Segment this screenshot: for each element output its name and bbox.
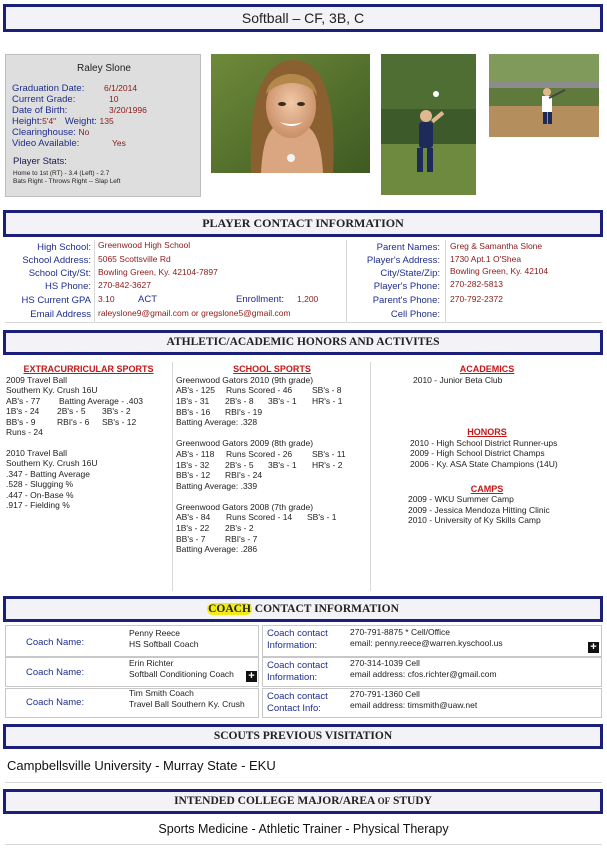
school-sports-column (176, 364, 368, 555)
extra-line: 2010 Travel Ball (6, 447, 67, 458)
coach-1-contact (350, 627, 503, 649)
stat: BB's - 16 (176, 406, 211, 417)
stats-line-2: Bats Right - Throws Right -- Slap Left (13, 178, 121, 185)
weight-label: Weight: (64, 116, 97, 127)
school-address-label: School Address: (22, 255, 91, 266)
season-row (176, 534, 368, 545)
extra-stat-row (6, 396, 171, 407)
extracurricular-heading: EXTRACURRICULAR SPORTS (23, 364, 154, 374)
divider (94, 240, 95, 322)
video-value: Yes (112, 138, 126, 148)
stat: 1B's - 24 (6, 406, 40, 416)
coach-1-email: email: penny.reece@warren.kyschool.us (350, 638, 503, 648)
honors-header (3, 330, 603, 355)
stat: 1B's - 31 (176, 396, 210, 407)
stat: 3B's - 2 (102, 406, 131, 416)
height-label: Height: (12, 116, 43, 127)
video-label: Video Available: (12, 138, 80, 149)
coach-header (3, 596, 603, 622)
stat: BB's - 9 (6, 416, 36, 427)
camps-heading: CAMPS (470, 483, 504, 494)
stat: RBI's - 7 (225, 533, 258, 544)
divider (370, 362, 371, 591)
stat: 1B's - 32 (176, 459, 210, 470)
extra-line: .447 - On-Base % (6, 489, 74, 500)
stat: Runs - 24 (6, 427, 43, 437)
stat: 2B's - 2 (225, 523, 254, 534)
cell-phone-label: Cell Phone: (390, 309, 440, 320)
coach-2-phone: 270-314-1039 Cell (350, 658, 420, 668)
height-value: 5'4" (42, 116, 57, 126)
season-row (176, 512, 368, 523)
school-city-value: Bowling Green, Ky. 42104-7897 (98, 267, 218, 277)
school-city-label: School City/St: (28, 268, 91, 279)
divider (5, 782, 602, 783)
coach-name-label: Coach Name: (26, 667, 85, 678)
major-title-b: STUDY (390, 795, 432, 807)
stat: 2B's - 5 (57, 406, 86, 416)
season-row (176, 385, 368, 396)
divider (5, 844, 602, 845)
coach-1-phone: 270-791-8875 * Cell/Office (350, 627, 451, 637)
stat: SB's - 11 (312, 448, 346, 459)
stat: BB's - 7 (176, 533, 206, 544)
coach-3-role: Travel Ball Southern Ky. Crush (129, 699, 245, 709)
coach-3-contact (350, 689, 477, 711)
grad-date-value: 6/1/2014 (104, 83, 138, 93)
fielding-photo (381, 54, 476, 195)
dob-value: 3/20/1996 (109, 105, 147, 115)
season-row (176, 470, 368, 481)
stat: 3B's - 1 (268, 396, 297, 407)
stat: RBI's - 6 (57, 416, 90, 427)
stat: Runs Scored - 46 (226, 385, 293, 396)
stat: SB's - 1 (307, 512, 337, 523)
extra-line: Southern Ky. Crush 16U (6, 458, 98, 468)
stats-label: Player Stats: (13, 156, 67, 167)
coach-2-name: Erin Richter (129, 658, 174, 668)
coach-contact-label (267, 691, 328, 714)
coach-contact-label (267, 628, 328, 651)
stats-detail (13, 170, 121, 186)
coach-1-info (129, 628, 198, 649)
coach-3-info (129, 688, 245, 710)
camps-item: 2010 - University of Ky Skills Camp (408, 515, 541, 526)
page-header (3, 4, 603, 32)
coach-contact-label-line: Information: (267, 671, 318, 683)
stat: AB's - 84 (176, 512, 211, 523)
coach-contact-label-line: Coach contact (267, 660, 328, 671)
stat: AB's - 77 (6, 395, 41, 406)
stat: 2B's - 8 (225, 396, 254, 407)
hs-phone-label: HS Phone: (45, 281, 91, 292)
extra-line: .917 - Fielding % (6, 500, 70, 510)
school-address-value: 5065 Scottsville Rd (98, 254, 171, 264)
high-school-label: High School: (37, 242, 91, 253)
season-title: Greenwood Gators 2009 (8th grade) (176, 438, 314, 449)
major-header (3, 789, 603, 814)
honors-item: 2010 - High School District Runner-ups (410, 437, 558, 448)
city-state-zip-value: Bowling Green, Ky. 42104 (450, 266, 549, 276)
profile-fields (12, 83, 147, 149)
contact-title: PLAYER CONTACT INFORMATION (202, 216, 404, 230)
honors-heading: HONORS (467, 427, 507, 438)
academics-column (372, 364, 602, 526)
stat: RBI's - 24 (225, 470, 263, 481)
coach-3-phone: 270-791-1360 Cell (350, 689, 420, 699)
camps-item: 2009 - Jessica Mendoza Hitting Clinic (408, 504, 550, 515)
stat: AB's - 118 (176, 448, 215, 459)
coach-contact-label-line: Information: (267, 639, 318, 651)
extra-line: Southern Ky. Crush 16U (6, 385, 98, 395)
email-value: raleyslone9@gmail.com or gregslone5@gmail.com (98, 308, 291, 318)
stat: Batting Average: .286 (176, 544, 258, 555)
parent-phone-value: 270-792-2372 (450, 294, 503, 304)
high-school-value: Greenwood High School (98, 240, 191, 250)
stat: BB's - 12 (176, 470, 211, 481)
honors-item: 2006 - Ky. ASA State Champions (14U) (410, 458, 558, 469)
coach-3-email: email address: timsmith@uaw.net (350, 700, 478, 710)
season-title: Greenwood Gators 2010 (9th grade) (176, 374, 314, 385)
season-title: Greenwood Gators 2008 (7th grade) (176, 501, 314, 512)
coach-2-role: Softball Conditioning Coach (129, 669, 234, 679)
stat: HR's - 2 (312, 459, 343, 470)
dob-label: Date of Birth: (12, 105, 68, 116)
scouts-header (3, 724, 603, 749)
gpa-label: HS Current GPA (21, 295, 91, 306)
stat: Batting Average: .339 (176, 480, 258, 491)
scouts-title: SCOUTS PREVIOUS VISITATION (213, 730, 393, 742)
honors-title: ATHLETIC/ACADEMIC HONORS AND ACTIVITES (166, 336, 440, 348)
season-row (176, 396, 368, 407)
email-label: Email Address (30, 309, 91, 320)
coach-contact-label-line: Contact Info: (267, 702, 321, 714)
camps-item: 2009 - WKU Summer Camp (408, 494, 514, 505)
coach-1-role: HS Softball Coach (129, 638, 199, 649)
stat: Runs Scored - 14 (226, 512, 293, 523)
coach-3-name: Tim Smith Coach (129, 688, 194, 698)
stat: AB's - 125 (176, 385, 215, 396)
stat: Batting Average: .328 (176, 417, 258, 428)
stat: 1B's - 22 (176, 523, 210, 534)
stat: 2B's - 5 (225, 459, 254, 470)
coach-2-email: email address: cfos.richter@gmail.com (350, 669, 497, 679)
school-sports-heading: SCHOOL SPORTS (233, 364, 311, 374)
extra-stat-row (6, 406, 171, 417)
grade-value: 10 (109, 94, 119, 104)
player-phone-value: 270-282-5813 (450, 279, 503, 289)
coach-name-label: Coach Name: (26, 697, 85, 708)
clearinghouse-value: No (78, 127, 90, 137)
divider (445, 240, 446, 322)
contact-header (3, 210, 603, 237)
player-name: Raley Slone (77, 63, 131, 74)
stat: SB's - 12 (102, 416, 137, 427)
batting-photo (489, 54, 599, 137)
season-row (176, 460, 368, 471)
page-title: Softball – CF, 3B, C (241, 10, 365, 26)
extracurricular-column (6, 364, 171, 511)
stat: SB's - 8 (312, 385, 342, 396)
coach-title-highlight: COACH (208, 603, 251, 615)
clearinghouse-label: Clearinghouse: (12, 127, 76, 138)
coach-contact-label-line: Coach contact (267, 691, 328, 702)
parent-names-label: Parent Names: (376, 242, 440, 253)
divider (172, 362, 173, 591)
weight-value: 135 (99, 116, 114, 126)
scouts-value: Campbellsville University - Murray State - EKU (7, 758, 276, 773)
parent-names-value: Greg & Samantha Slone (450, 241, 543, 251)
extra-line: 2009 Travel Ball (6, 374, 67, 385)
stat: Runs Scored - 26 (226, 448, 293, 459)
player-phone-label: Player's Phone: (373, 281, 440, 292)
stat: RBI's - 19 (225, 406, 263, 417)
major-title-a: INTENDED COLLEGE MAJOR/AREA (174, 795, 378, 807)
major-value: Sports Medicine - Athletic Trainer - Physical Therapy (158, 822, 449, 836)
stat: HR's - 1 (312, 396, 343, 407)
divider (5, 322, 602, 323)
grad-date-label: Graduation Date: (12, 83, 85, 94)
extra-line: .528 - Slugging % (6, 479, 74, 489)
season-row (176, 523, 368, 534)
stat: 3B's - 1 (268, 459, 297, 470)
academics-heading: ACADEMICS (459, 364, 515, 374)
enrollment-label: Enrollment: (236, 294, 285, 305)
coach-2-contact (350, 658, 497, 680)
grade-label: Current Grade: (12, 94, 76, 105)
expand-icon[interactable]: + (246, 671, 257, 682)
portrait-photo (211, 54, 370, 173)
player-address-label: Player's Address: (366, 255, 440, 266)
city-state-zip-label: City/State/Zip: (380, 268, 440, 279)
major-title-of: OF (377, 796, 391, 806)
extra-line: .347 - Batting Average (6, 468, 90, 479)
enrollment-value: 1,200 (297, 294, 319, 304)
hs-phone-value: 270-842-3627 (98, 280, 151, 290)
coach-name-label: Coach Name: (26, 637, 85, 648)
academics-item: 2010 - Junior Beta Club (413, 374, 503, 385)
coach-title-rest: CONTACT INFORMATION (251, 603, 399, 615)
coach-contact-label-line: Coach contact (267, 628, 328, 639)
stats-line-1: Home to 1st (RT) - 3.4 (Left) - 2.7 (13, 170, 110, 177)
season-row (176, 449, 368, 460)
coach-contact-label (267, 660, 328, 683)
expand-icon[interactable]: + (588, 642, 599, 653)
coach-1-name: Penny Reece (129, 628, 181, 638)
stat: Batting Average - .403 (59, 395, 143, 406)
act-label: ACT (138, 294, 157, 305)
season-row (176, 407, 368, 418)
gpa-value: 3.10 (98, 294, 115, 304)
extra-stat-row (6, 417, 171, 428)
profile-card (5, 54, 201, 197)
player-address-value: 1730 Apt.1 O'Shea (450, 254, 522, 264)
parent-phone-label: Parent's Phone: (372, 295, 440, 306)
coach-2-info (129, 658, 234, 680)
honors-item: 2009 - High School District Champs (410, 448, 545, 459)
